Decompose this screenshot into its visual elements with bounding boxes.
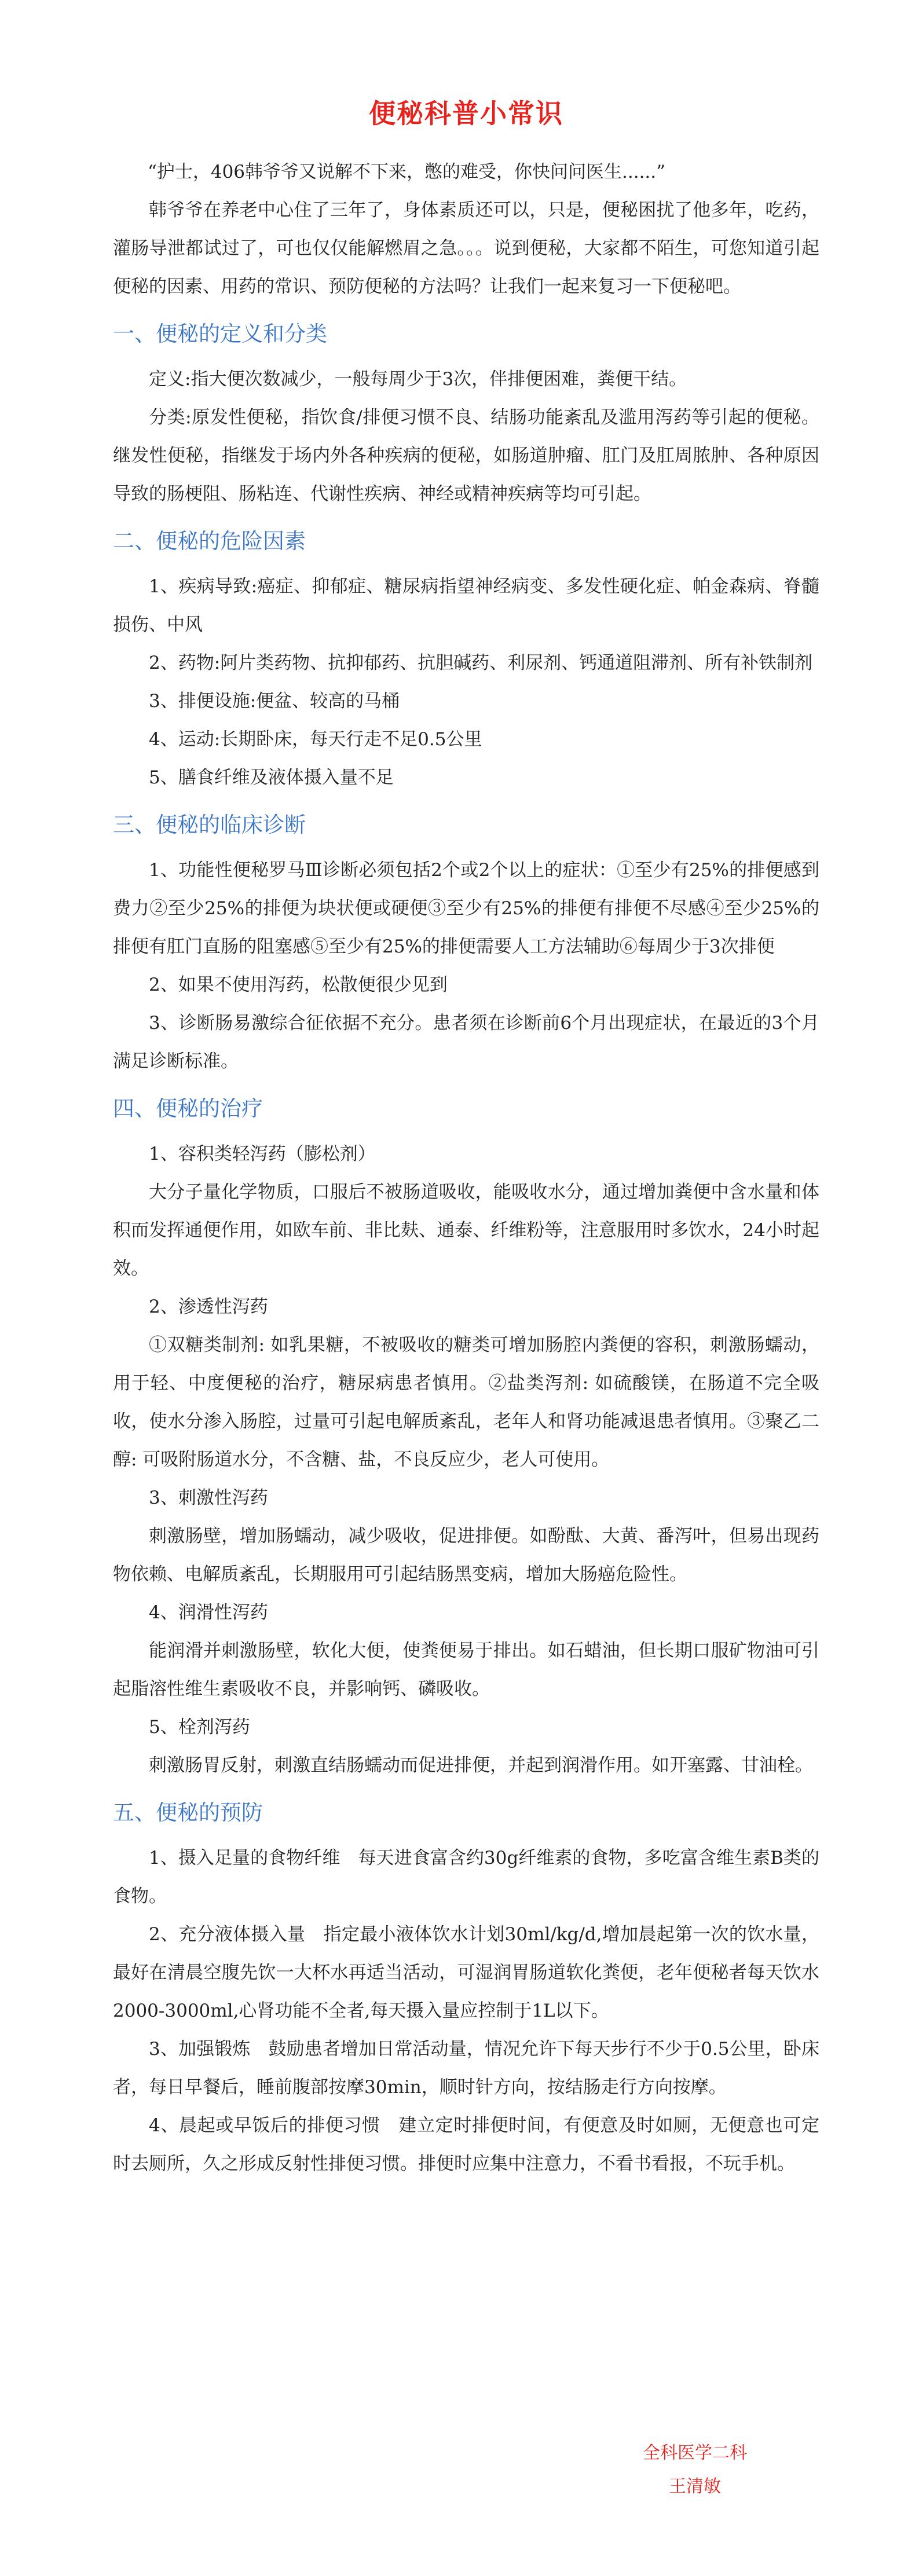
section-heading-diagnosis: 三、便秘的临床诊断 — [113, 812, 306, 837]
section-heading-treatment: 四、便秘的治疗 — [113, 1096, 263, 1121]
intro-paragraph: 韩爷爷在养老中心住了三年了，身体素质还可以，只是，便秘困扰了他多年，吃药，灌肠导泄都试过了，可也仅仅能解燃眉之急。。。说到便秘，大家都不陌生，可您知道引起便秘的因素、用药的常识、预防便秘的方法吗？让我们一起来复习一下便秘吧。 — [113, 200, 819, 297]
document-title: 便秘科普小常识 — [369, 98, 563, 129]
subheading: 5、栓剂泻药 — [149, 1717, 250, 1738]
section-paragraph: 大分子量化学物质，口服后不被肠道吸收，能吸收水分，通过增加粪便中含水量和体积而发挥通便作用，如欧车前、非比麸、通泰、纤维粉等，注意服用时多饮水，24小时起效。 — [113, 1182, 819, 1279]
subheading: 4、润滑性泻药 — [149, 1602, 268, 1623]
list-item: 1、摄入足量的食物纤维 每天进食富含约30g纤维素的食物，多吃富含维生素B类的食物。 — [113, 1848, 819, 1907]
subheading: 3、刺激性泻药 — [149, 1487, 268, 1508]
subheading: 2、渗透性泻药 — [149, 1296, 268, 1317]
list-item: 3、加强锻炼 鼓励患者增加日常活动量，情况允许下每天步行不少于0.5公里，卧床者，每日早餐后，睡前腹部按摩30min，顺时针方向，按结肠走行方向按摩。 — [113, 2039, 819, 2098]
list-item: 2、充分液体摄入量 指定最小液体饮水计划30ml/kg/d,增加晨起第一次的饮水量，最好在清晨空腹先饮一大杯水再适当活动，可湿润胃肠道软化粪便，老年便秘者每天饮水2000-3000ml,心肾功能不全者,每天摄入量应控制于1L以下。 — [113, 1924, 819, 2021]
list-item: 1、疾病导致:癌症、抑郁症、糖尿病指望神经病变、多发性硬化症、帕金森病、脊髓损伤、中风 — [113, 576, 819, 635]
subheading: 1、容积类轻泻药（膨松剂） — [149, 1144, 376, 1164]
section-paragraph: ①双糖类制剂: 如乳果糖，不被吸收的糖类可增加肠腔内粪便的容积，刺激肠蠕动，用于轻、中度便秘的治疗，糖尿病患者慎用。②盐类泻剂: 如硫酸镁，在肠道不完全吸收，使水分渗入肠腔，过量可引起电解质紊乱，老年人和肾功能减退患者慎用。③聚乙二醇: 可吸附肠道水分，不含糖、盐，不良反应少，老人可使用。 — [113, 1335, 819, 1470]
list-item: 3、诊断肠易激综合征依据不充分。患者须在诊断前6个月出现症状，在最近的3个月满足诊断标准。 — [113, 1013, 819, 1072]
section-heading-definition: 一、便秘的定义和分类 — [113, 321, 327, 346]
section-heading-risk-factors: 二、便秘的危险因素 — [113, 529, 306, 554]
section-paragraph: 刺激肠胃反射，刺激直结肠蠕动而促进排便，并起到润滑作用。如开塞露、甘油栓。 — [149, 1755, 813, 1776]
section-paragraph: 定义:指大便次数减少，一般每周少于3次，伴排便困难，粪便干结。 — [149, 369, 687, 390]
section-paragraph: 分类:原发性便秘，指饮食/排便习惯不良、结肠功能紊乱及滥用泻药等引起的便秘。继发性便秘，指继发于场内外各种疾病的便秘，如肠道肿瘤、肛门及肛周脓肿、各种原因导致的肠梗阻、肠粘连、代谢性疾病、神经或精神疾病等均可引起。 — [113, 407, 819, 504]
section-paragraph: 刺激肠壁，增加肠蠕动，减少吸收，促进排便。如酚酞、大黄、番泻叶，但易出现药物依赖、电解质紊乱，长期服用可引起结肠黑变病，增加大肠癌危险性。 — [113, 1526, 819, 1585]
list-item: 4、运动:长期卧床，每天行走不足0.5公里 — [149, 729, 482, 750]
list-item: 3、排便设施:便盆、较高的马桶 — [149, 691, 400, 712]
list-item: 4、晨起或早饭后的排便习惯 建立定时排便时间，有便意及时如厕，无便意也可定时去厕所，久之形成反射性排便习惯。排便时应集中注意力，不看书看报，不玩手机。 — [113, 2115, 819, 2174]
list-item: 2、如果不使用泻药，松散便很少见到 — [149, 974, 448, 995]
document-page — [113, 69, 819, 2183]
signature-department: 全科医学二科 — [643, 2443, 747, 2463]
list-item: 1、功能性便秘罗马Ⅲ诊断必须包括2个或2个以上的症状：①至少有25%的排便感到费力②至少25%的排便为块状便或硬便③至少有25%的排便有排便不尽感④至少25%的排便有肛门直肠的阻塞感⑤至少有25%的排便需要人工方法辅助⑥每周少于3次排便 — [113, 860, 819, 957]
signature-author: 王清敏 — [669, 2476, 721, 2497]
section-heading-prevention: 五、便秘的预防 — [113, 1800, 263, 1825]
list-item: 5、膳食纤维及液体摄入量不足 — [149, 767, 394, 788]
list-item: 2、药物:阿片类药物、抗抑郁药、抗胆碱药、利尿剂、钙通道阻滞剂、所有补铁制剂 — [149, 653, 813, 673]
section-paragraph: 能润滑并刺激肠壁，软化大便，使粪便易于排出。如石蜡油，但长期口服矿物油可引起脂溶性维生素吸收不良，并影响钙、磷吸收。 — [113, 1640, 819, 1699]
intro-quote: “护士，406韩爷爷又说解不下来，憋的难受，你快问问医生......” — [148, 162, 665, 182]
signature-block — [620, 2436, 770, 2504]
